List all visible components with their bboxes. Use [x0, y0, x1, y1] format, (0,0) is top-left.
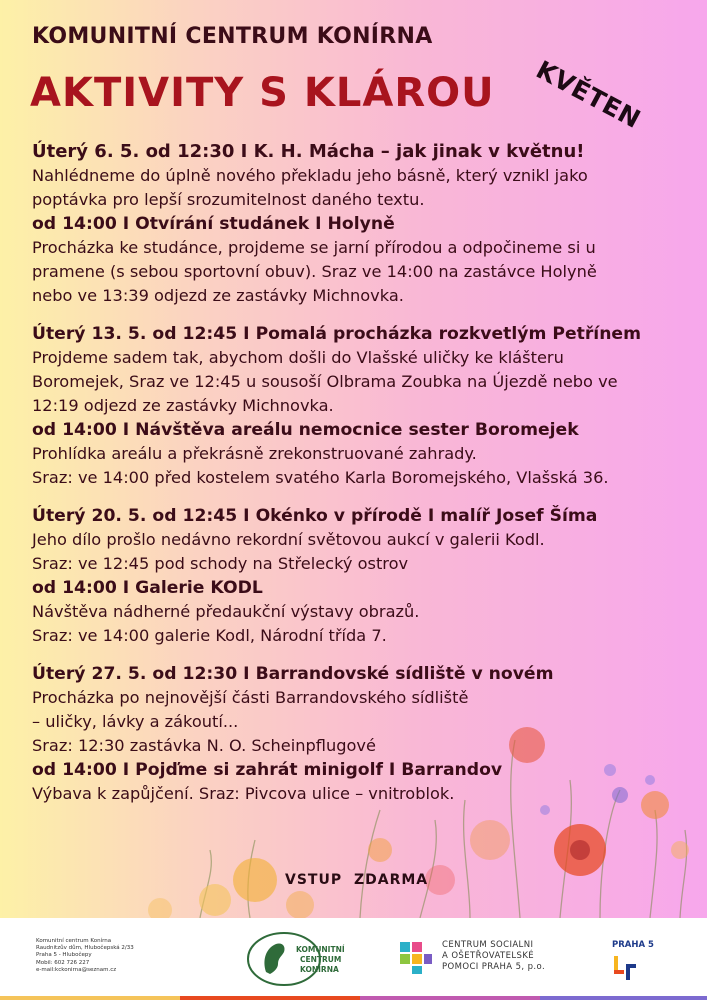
program-section — [32, 504, 682, 648]
svg-text:CENTRUM: CENTRUM — [300, 955, 342, 964]
section-text: – uličky, lávky a zákoutí... — [32, 712, 239, 731]
contact-line: Mobil: 602 726 227 — [36, 959, 90, 966]
contact-block — [36, 938, 134, 974]
section-text: Procházka po nejnovější části Barrandovského sídliště — [32, 688, 469, 707]
contact-line: Raudnitzův dům, Hlubočepská 2/33 — [36, 945, 134, 952]
section-text: Projdeme sadem tak, abychom došli do Vlašské uličky ke klášteru — [32, 348, 564, 367]
praha5-label: PRAHA 5 — [612, 940, 654, 950]
svg-text:KOMUNITNÍ: KOMUNITNÍ — [296, 945, 345, 954]
section-text: Sraz: ve 12:45 pod schody na Střelecký ostrov — [32, 554, 409, 573]
free-entry-label: VSTUP ZDARMA — [285, 872, 429, 888]
section-text: Sraz: ve 14:00 galerie Kodl, Národní třída 7. — [32, 626, 387, 645]
section-subheading: od 14:00 I Pojďme si zahrát minigolf I Barrandov — [32, 760, 503, 780]
section-subheading: od 14:00 I Návštěva areálu nemocnice sester Boromejek — [32, 420, 579, 440]
section-text: nebo ve 13:39 odjezd ze zastávky Michnovka. — [32, 286, 404, 305]
program-list — [32, 140, 682, 820]
contact-line: Komunitní centrum Konírna — [36, 938, 112, 944]
cso-logo — [398, 940, 545, 976]
section-text: poptávka pro lepší srozumitelnost daného textu. — [32, 190, 425, 209]
section-text: Návštěva nádherné předaukční výstavy obrazů. — [32, 602, 420, 621]
section-text: Jeho dílo prošlo nedávno rekordní světovou aukcí v galerii Kodl. — [32, 530, 545, 549]
cso-cross-icon — [398, 940, 434, 976]
section-heading: Úterý 20. 5. od 12:45 I Okénko v přírodě I malíř Josef Šíma — [32, 506, 598, 526]
section-text: Nahlédneme do úplně nového překladu jeho básně, který vznikl jako — [32, 166, 588, 185]
section-subheading: od 14:00 I Otvírání studánek I Holyně — [32, 214, 395, 234]
org-title: KOMUNITNÍ CENTRUM KONÍRNA — [32, 24, 433, 49]
page-title: AKTIVITY S KLÁROU — [30, 70, 495, 116]
month-label: KVĚTEN — [531, 55, 646, 135]
section-text: Prohlídka areálu a překrásně zrekonstruované zahrady. — [32, 444, 477, 463]
program-section — [32, 662, 682, 806]
decorative-strip — [0, 996, 707, 1000]
horse-icon — [264, 943, 284, 974]
program-section — [32, 322, 682, 490]
konirna-logo — [244, 930, 354, 988]
section-heading: Úterý 6. 5. od 12:30 I K. H. Mácha – jak jinak v květnu! — [32, 141, 585, 162]
section-heading: Úterý 13. 5. od 12:45 I Pomalá procházka rozkvetlým Petřínem — [32, 324, 641, 344]
contact-line: e-mail:kckonirna@seznam.cz — [36, 966, 117, 973]
section-text: 12:19 odjezd ze zastávky Michnovka. — [32, 396, 334, 415]
section-text: Sraz: 12:30 zastávka N. O. Scheinpflugové — [32, 736, 376, 755]
section-subheading: od 14:00 I Galerie KODL — [32, 578, 263, 598]
section-text: Sraz: ve 14:00 před kostelem svatého Karla Boromejského, Vlašská 36. — [32, 468, 609, 487]
section-text: Procházka ke studánce, projdeme se jarní přírodou a odpočineme si u — [32, 238, 596, 257]
section-text: Výbava k zapůjčení. Sraz: Pivcova ulice – vnitroblok. — [32, 784, 455, 803]
section-heading: Úterý 27. 5. od 12:30 I Barrandovské sídliště v novém — [32, 664, 554, 684]
contact-line: Praha 5 - Hlubočepy — [36, 952, 92, 959]
section-text: pramene (s sebou sportovní obuv). Sraz ve 14:00 na zastávce Holyně — [32, 262, 597, 281]
cso-text: CENTRUM SOCIALNI A OŠETŘOVATELSKÉ POMOCI PRAHA 5, p.o. — [442, 940, 546, 972]
section-text: Boromejek, Sraz ve 12:45 u sousoší Olbrama Zoubka na Újezdě nebo ve — [32, 372, 618, 391]
program-section — [32, 140, 682, 308]
footer — [0, 918, 707, 1000]
praha5-mark-icon — [612, 954, 638, 984]
praha5-logo — [612, 940, 654, 988]
svg-text:KONÍRNA: KONÍRNA — [300, 965, 339, 974]
